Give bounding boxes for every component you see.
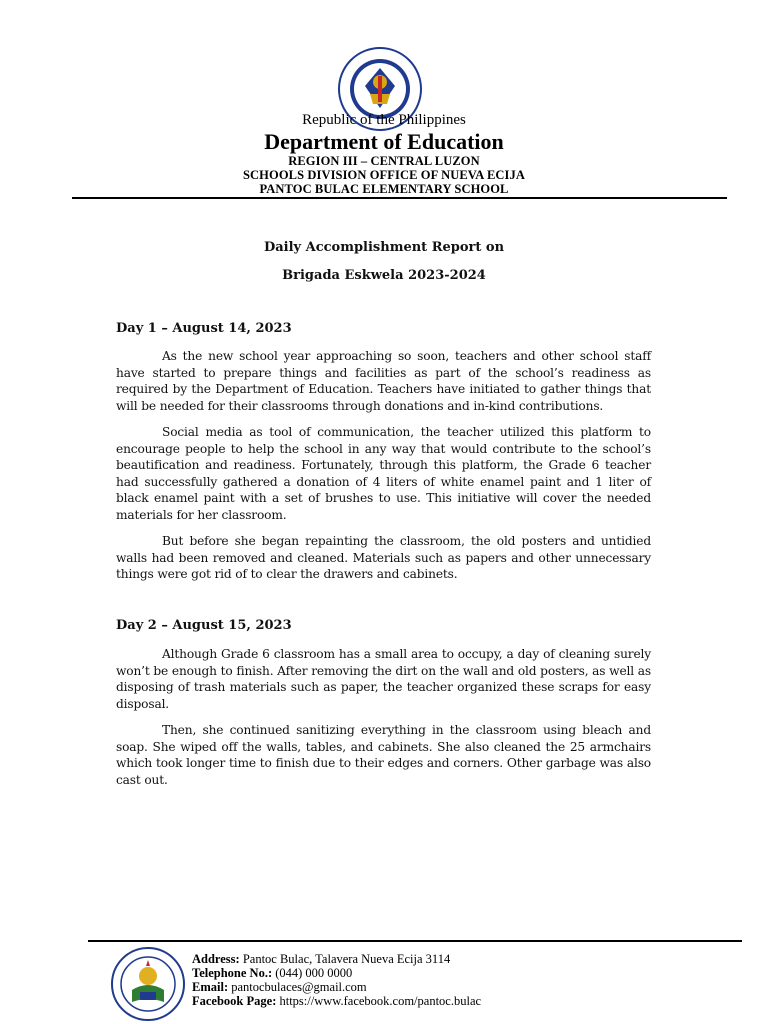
footer-email [192, 980, 367, 995]
header-school: PANTOC BULAC ELEMENTARY SCHOOL [259, 182, 509, 196]
footer-divider [88, 940, 742, 942]
footer-facebook-link[interactable]: https://www.facebook.com/pantoc.bulac [279, 994, 482, 1008]
header-divider [72, 197, 727, 199]
day1-paragraph-1: As the new school year approaching so soon, teachers and other school staff have started to prepare things and facilities as part of the school’s readiness as required by the Department of Education. Teachers have initiated to gather things that will be needed for their classrooms through donations and in-kind contributions. [116, 349, 651, 413]
header-department: Department of Education [264, 129, 504, 154]
footer-address-label: Address: [192, 952, 240, 966]
day1-paragraph-3: But before she began repainting the classroom, the old posters and untidied walls had been removed and cleaned. Materials such as papers and other unnecessary things were got rid of to clear the drawers and cabinets. [116, 534, 651, 582]
footer-address-value: Pantoc Bulac, Talavera Nueva Ecija 3114 [242, 952, 451, 966]
footer-phone-value: (044) 000 0000 [275, 966, 353, 980]
footer-phone [192, 966, 352, 981]
header-region: REGION III – CENTRAL LUZON [288, 154, 480, 168]
footer-address [192, 952, 450, 967]
report-title-line1: Daily Accomplishment Report on [263, 240, 505, 255]
footer-facebook [192, 994, 481, 1009]
day1-paragraph-2: Social media as tool of communication, the teacher utilized this platform to encourage people to help the school in any way that would contribute to the school’s beautification and readiness. Fortunately, through this platform, the Grade 6 teacher had successfully gathered a donation of 4 liters of white enamel paint and 1 liter of black enamel paint with a set of brushes to use. This initiative will cover the needed materials for her classroom. [116, 425, 651, 522]
day2-paragraph-2: Then, she continued sanitizing everything in the classroom using bleach and soap. She wiped off the walls, tables, and cabinets. She also cleaned the 25 armchairs which took longer time to finish due to their edges and corners. Other garbage was also cast out. [116, 723, 651, 787]
footer-email-value[interactable]: pantocbulaces@gmail.com [231, 980, 367, 994]
day2-heading: Day 2 – August 15, 2023 [116, 618, 292, 633]
header-division: SCHOOLS DIVISION OFFICE OF NUEVA ECIJA [243, 168, 525, 182]
day2-paragraph-1: Although Grade 6 classroom has a small area to occupy, a day of cleaning surely won’t be enough to finish. After removing the dirt on the wall and old posters, as well as disposing of trash materials such as paper, the teacher organized these scraps for easy disposal. [116, 647, 651, 711]
footer-phone-label: Telephone No.: [192, 966, 273, 980]
report-title-line2: Brigada Eskwela 2023-2024 [282, 268, 486, 283]
header-republic: Republic of the Philippines [302, 112, 466, 128]
school-seal-logo [110, 946, 186, 1022]
footer-email-label: Email: [192, 980, 229, 994]
footer-facebook-label: Facebook Page: [192, 994, 277, 1008]
day1-heading: Day 1 – August 14, 2023 [116, 321, 292, 336]
